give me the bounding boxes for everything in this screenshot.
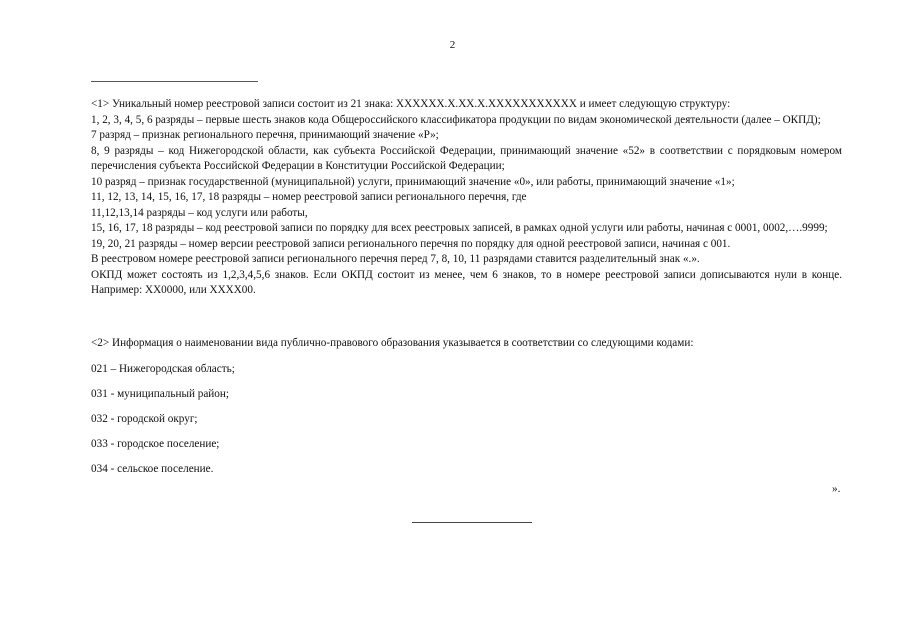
code-item: 034 - сельское поселение.	[91, 463, 214, 475]
code-item: 032 - городской округ;	[91, 413, 198, 425]
footnote-1-digits-15-18: 15, 16, 17, 18 разряды – код реестровой записи по порядку для всех реестровых записей, в рамках одной услуги или работы, начиная с 0001, 0002,….9999;	[91, 222, 828, 234]
page-number: 2	[449, 39, 456, 51]
code-item: 021 – Нижегородская область;	[91, 363, 235, 375]
code-item: 033 - городское поселение;	[91, 438, 220, 450]
footnote-1-intro: <1> Уникальный номер реестровой записи состоит из 21 знака: ХХХХХХ.Х.ХХ.Х.ХХХХХХХХХХХ и имеет следующую структуру:	[91, 98, 731, 110]
footnote-1-digits-11-14: 11,12,13,14 разряды – код услуги или работы,	[91, 206, 308, 219]
closing-quote: ».	[832, 483, 841, 495]
footnote-1-digits-1-6: 1, 2, 3, 4, 5, 6 разряды – первые шесть знаков кода Общероссийского классификатора продукции по видам экономической деятельности (далее – ОКПД);	[91, 113, 821, 126]
footnote-1-okpd-note: ОКПД может состоять из 1,2,3,4,5,6 знаков. Если ОКПД состоит из менее, чем 6 знаков, то в номере реестровой записи дописываются нули в конце. Например: ХХ0000, или ХХХХ00.	[91, 268, 842, 296]
end-separator	[412, 522, 532, 523]
footnote-1-digits-11-18: 11, 12, 13, 14, 15, 16, 17, 18 разряды – номер реестровой записи регионального перечня, где	[91, 191, 527, 203]
footnote-1-separator-note: В реестровом номере реестровой записи регионального перечня перед 7, 8, 10, 11 разрядами ставится разделительный знак «.».	[91, 253, 700, 265]
footnote-1-digits-8-9: 8, 9 разряды – код Нижегородской области, как субъекта Российской Федерации, принимающий значение «52» в соответствии с порядковым номером перечисления субъекта Российской Федерации в Конституции Российской Федерации;	[91, 144, 842, 172]
footnote-1	[91, 97, 842, 299]
footnote-1-digit-7: 7 разряд – признак регионального перечня, принимающий значение «Р»;	[91, 129, 439, 141]
code-item: 031 - муниципальный район;	[91, 388, 229, 400]
footnote-2-intro: <2> Информация о наименовании вида публично-правового образования указывается в соответствии со следующими кодами:	[91, 337, 694, 349]
footnote-1-digit-10: 10 разряд – признак государственной (муниципальной) услуги, принимающий значение «0», или работы, принимающий значение «1»;	[91, 175, 735, 188]
footnote-separator	[91, 81, 258, 82]
footnote-1-digits-19-21: 19, 20, 21 разряды – номер версии реестровой записи регионального перечня по порядку для одной реестровой записи, начиная с 001.	[91, 237, 731, 250]
